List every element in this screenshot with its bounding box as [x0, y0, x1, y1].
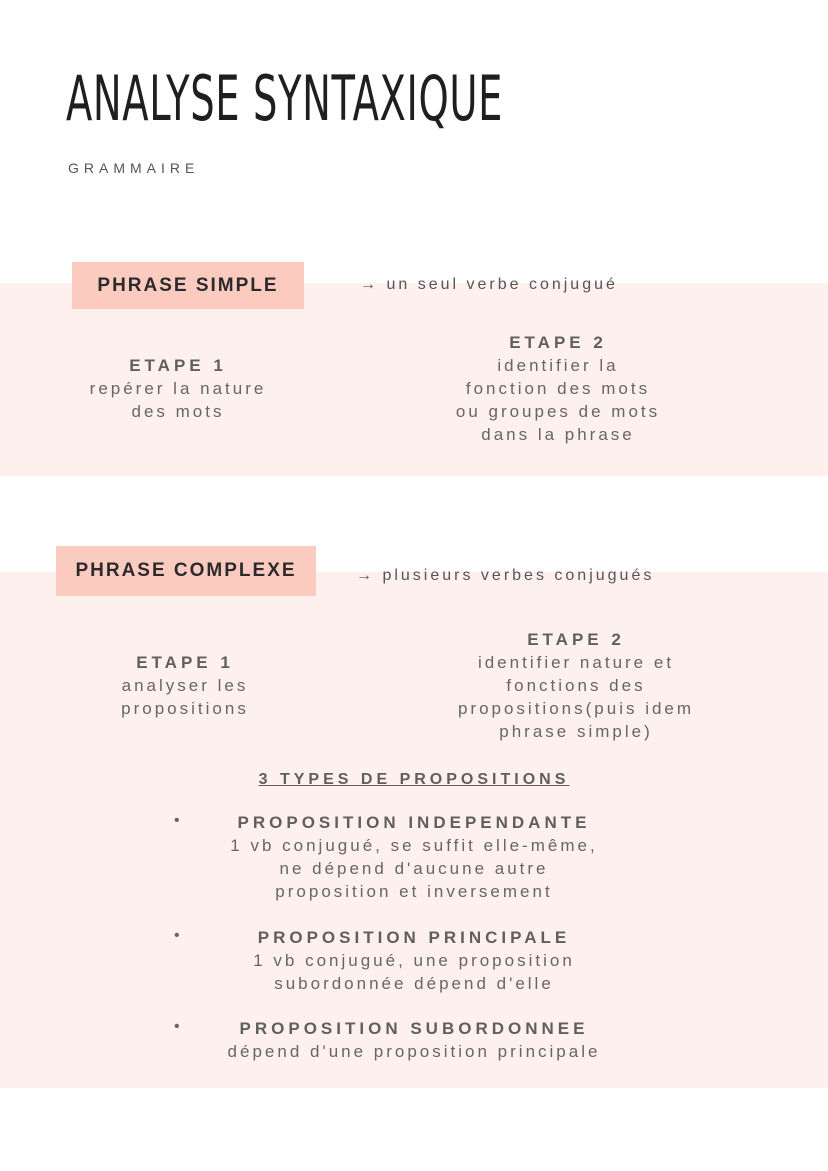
page-title: ANALYSE SYNTAXIQUE	[66, 62, 503, 135]
step-line: dans la phrase	[481, 425, 635, 444]
complexe-step-1	[40, 651, 330, 720]
complexe-step-2	[408, 628, 744, 743]
step-line: identifier la	[497, 356, 619, 375]
step-line: fonctions des	[506, 676, 646, 695]
bullet-icon: •	[174, 927, 180, 944]
step-heading: ETAPE 1	[129, 356, 227, 375]
proposition-line: ne dépend d'aucune autre	[279, 859, 549, 878]
step-heading: ETAPE 2	[527, 630, 625, 649]
step-line: phrase simple)	[499, 722, 653, 741]
step-heading: ETAPE 2	[509, 333, 607, 352]
proposition-line: 1 vb conjugué, se suffit elle-même,	[230, 836, 598, 855]
step-line: analyser les	[121, 676, 249, 695]
step-line: fonction des mots	[465, 379, 651, 398]
proposition-item-independante	[0, 811, 828, 903]
step-line: repérer la nature	[89, 379, 267, 398]
proposition-heading: PROPOSITION PRINCIPALE	[257, 928, 571, 947]
proposition-line: dépend d'une proposition principale	[227, 1042, 601, 1061]
proposition-item-principale	[0, 926, 828, 995]
step-line: identifier nature et	[477, 653, 675, 672]
phrase-complexe-note: → plusieurs verbes conjugués	[356, 567, 655, 584]
proposition-heading: PROPOSITION INDEPENDANTE	[237, 813, 591, 832]
proposition-line: subordonnée dépend d'elle	[274, 974, 554, 993]
step-line: des mots	[131, 402, 225, 421]
proposition-heading: PROPOSITION SUBORDONNEE	[239, 1019, 589, 1038]
step-line: ou groupes de mots	[455, 402, 661, 421]
section-tag-phrase-simple: PHRASE SIMPLE	[72, 262, 304, 309]
page-subtitle: GRAMMAIRE	[68, 160, 200, 176]
simple-step-1	[40, 354, 316, 423]
types-heading-text: 3 TYPES DE PROPOSITIONS	[258, 771, 570, 788]
phrase-simple-note: → un seul verbe conjugué	[360, 276, 618, 293]
bullet-icon: •	[174, 1018, 180, 1035]
proposition-line: 1 vb conjugué, une proposition	[253, 951, 575, 970]
section-tag-phrase-complexe: PHRASE COMPLEXE	[56, 546, 316, 596]
proposition-line: proposition et inversement	[275, 882, 553, 901]
proposition-item-subordonnee	[0, 1017, 828, 1063]
simple-step-2	[420, 331, 696, 446]
step-line: propositions(puis idem	[457, 699, 695, 718]
bullet-icon: •	[174, 812, 180, 829]
step-heading: ETAPE 1	[136, 653, 234, 672]
step-line: propositions	[121, 699, 249, 718]
types-heading	[0, 771, 828, 789]
